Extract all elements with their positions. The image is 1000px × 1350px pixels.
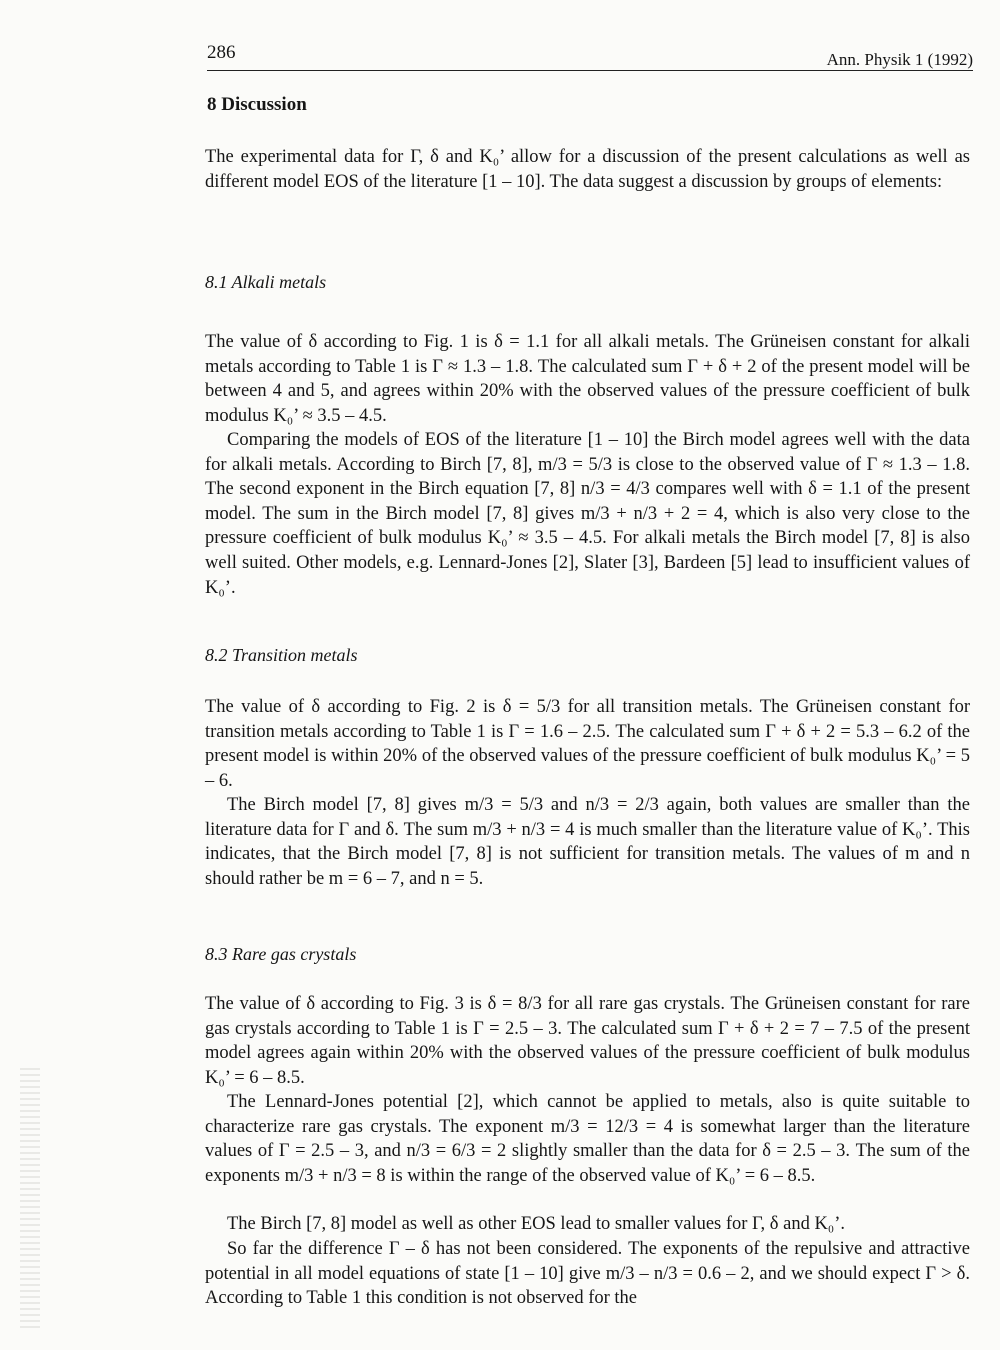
paragraph: The Birch [7, 8] model as well as other EOS lead to smaller values for Γ, δ and K₀’. <box>227 1214 846 1234</box>
paragraph: The value of δ according to Fig. 1 is δ = 1.1 for all alkali metals. The Grüneisen constant for alkali metals according to Table 1 is Γ ≈ 1.3 – 1.8. The calculated sum Γ + δ + 2 of the present model will be between 4 and 5, and agrees within 20% with the observed values of the pressure coefficient of bulk modulus K₀’ ≈ 3.5 – 4.5. <box>205 332 970 426</box>
section-intro: The experimental data for Γ, δ and K₀’ allow for a discussion of the present calculations as well as different model EOS of the literature [1 – 10]. The data suggest a discussion by groups of elements: <box>205 147 970 192</box>
paragraph: The Lennard-Jones potential [2], which cannot be applied to metals, also is quite suitable to characterize rare gas crystals. The exponent m/3 = 12/3 = 4 is somewhat larger than the literature values of Γ = 2.5 – 3, and n/3 = 6/3 = 2 slightly smaller than the data for δ = 2.5 – 3. The sum of the exponents m/3 + n/3 = 8 is within the range of the observed value of K₀’ = 6 – 8.5. <box>205 1092 970 1186</box>
paragraph: The value of δ according to Fig. 3 is δ = 8/3 for all rare gas crystals. The Grüneisen constant for rare gas crystals according to Table 1 is Γ = 2.5 – 3. The calculated sum Γ + δ + 2 = 7 – 7.5 of the present model agrees again within 20% with the observed values of the pressure coefficient of bulk modulus K₀’ = 6 – 8.5. <box>205 994 970 1088</box>
paragraph: The value of δ according to Fig. 2 is δ = 5/3 for all transition metals. The Grüneisen constant for transition metals according to Table 1 is Γ = 1.6 – 2.5. The calculated sum Γ + δ + 2 = 5.3 – 6.2 of the present model is within 20% of the observed values of the pressure coefficient of bulk modulus K₀’ = 5 – 6. <box>205 697 970 791</box>
subsection-title-transition: 8.2 Transition metals <box>205 645 358 665</box>
section-title: 8 Discussion <box>207 94 307 115</box>
subsection-title-rare-gas: 8.3 Rare gas crystals <box>205 944 357 964</box>
paragraph: The Birch model [7, 8] gives m/3 = 5/3 and n/3 = 2/3 again, both values are smaller than the literature data for Γ and δ. The sum m/3 + n/3 = 4 is much smaller than the literature value of K₀’. This indicates, that the Birch model [7, 8] is not sufficient for transition metals. The values of m and n should rather be m = 6 – 7, and n = 5. <box>205 795 970 889</box>
paragraph: So far the difference Γ – δ has not been considered. The exponents of the repulsive and attractive potential in all model equations of state [1 – 10] give m/3 – n/3 = 0.6 – 2, and we should expect Γ > δ. According to Table 1 this condition is not observed for the <box>205 1239 970 1309</box>
page-number: 286 <box>207 42 236 63</box>
subsection-title-alkali: 8.1 Alkali metals <box>205 272 327 292</box>
scan-artifact <box>20 1068 40 1328</box>
paragraph: Comparing the models of EOS of the literature [1 – 10] the Birch model agrees well with the data for alkali metals. According to Birch [7, 8], m/3 = 5/3 is close to the observed value of Γ ≈ 1.3 – 1.8. The second exponent in the Birch equation [7, 8] n/3 = 4/3 compares well with δ = 1.1 of the present model. The sum in the Birch model [7, 8] gives m/3 + n/3 + 2 = 4, which is also very close to the pressure coefficient of bulk modulus K₀’ ≈ 3.5 – 4.5. For alkali metals the Birch model [7, 8] is also well suited. Other models, e.g. Lennard-Jones [2], Slater [3], Bardeen [5] lead to insufficient values of K₀’. <box>205 430 970 598</box>
running-header <box>207 42 973 71</box>
journal-reference: Ann. Physik 1 (1992) <box>826 50 973 69</box>
